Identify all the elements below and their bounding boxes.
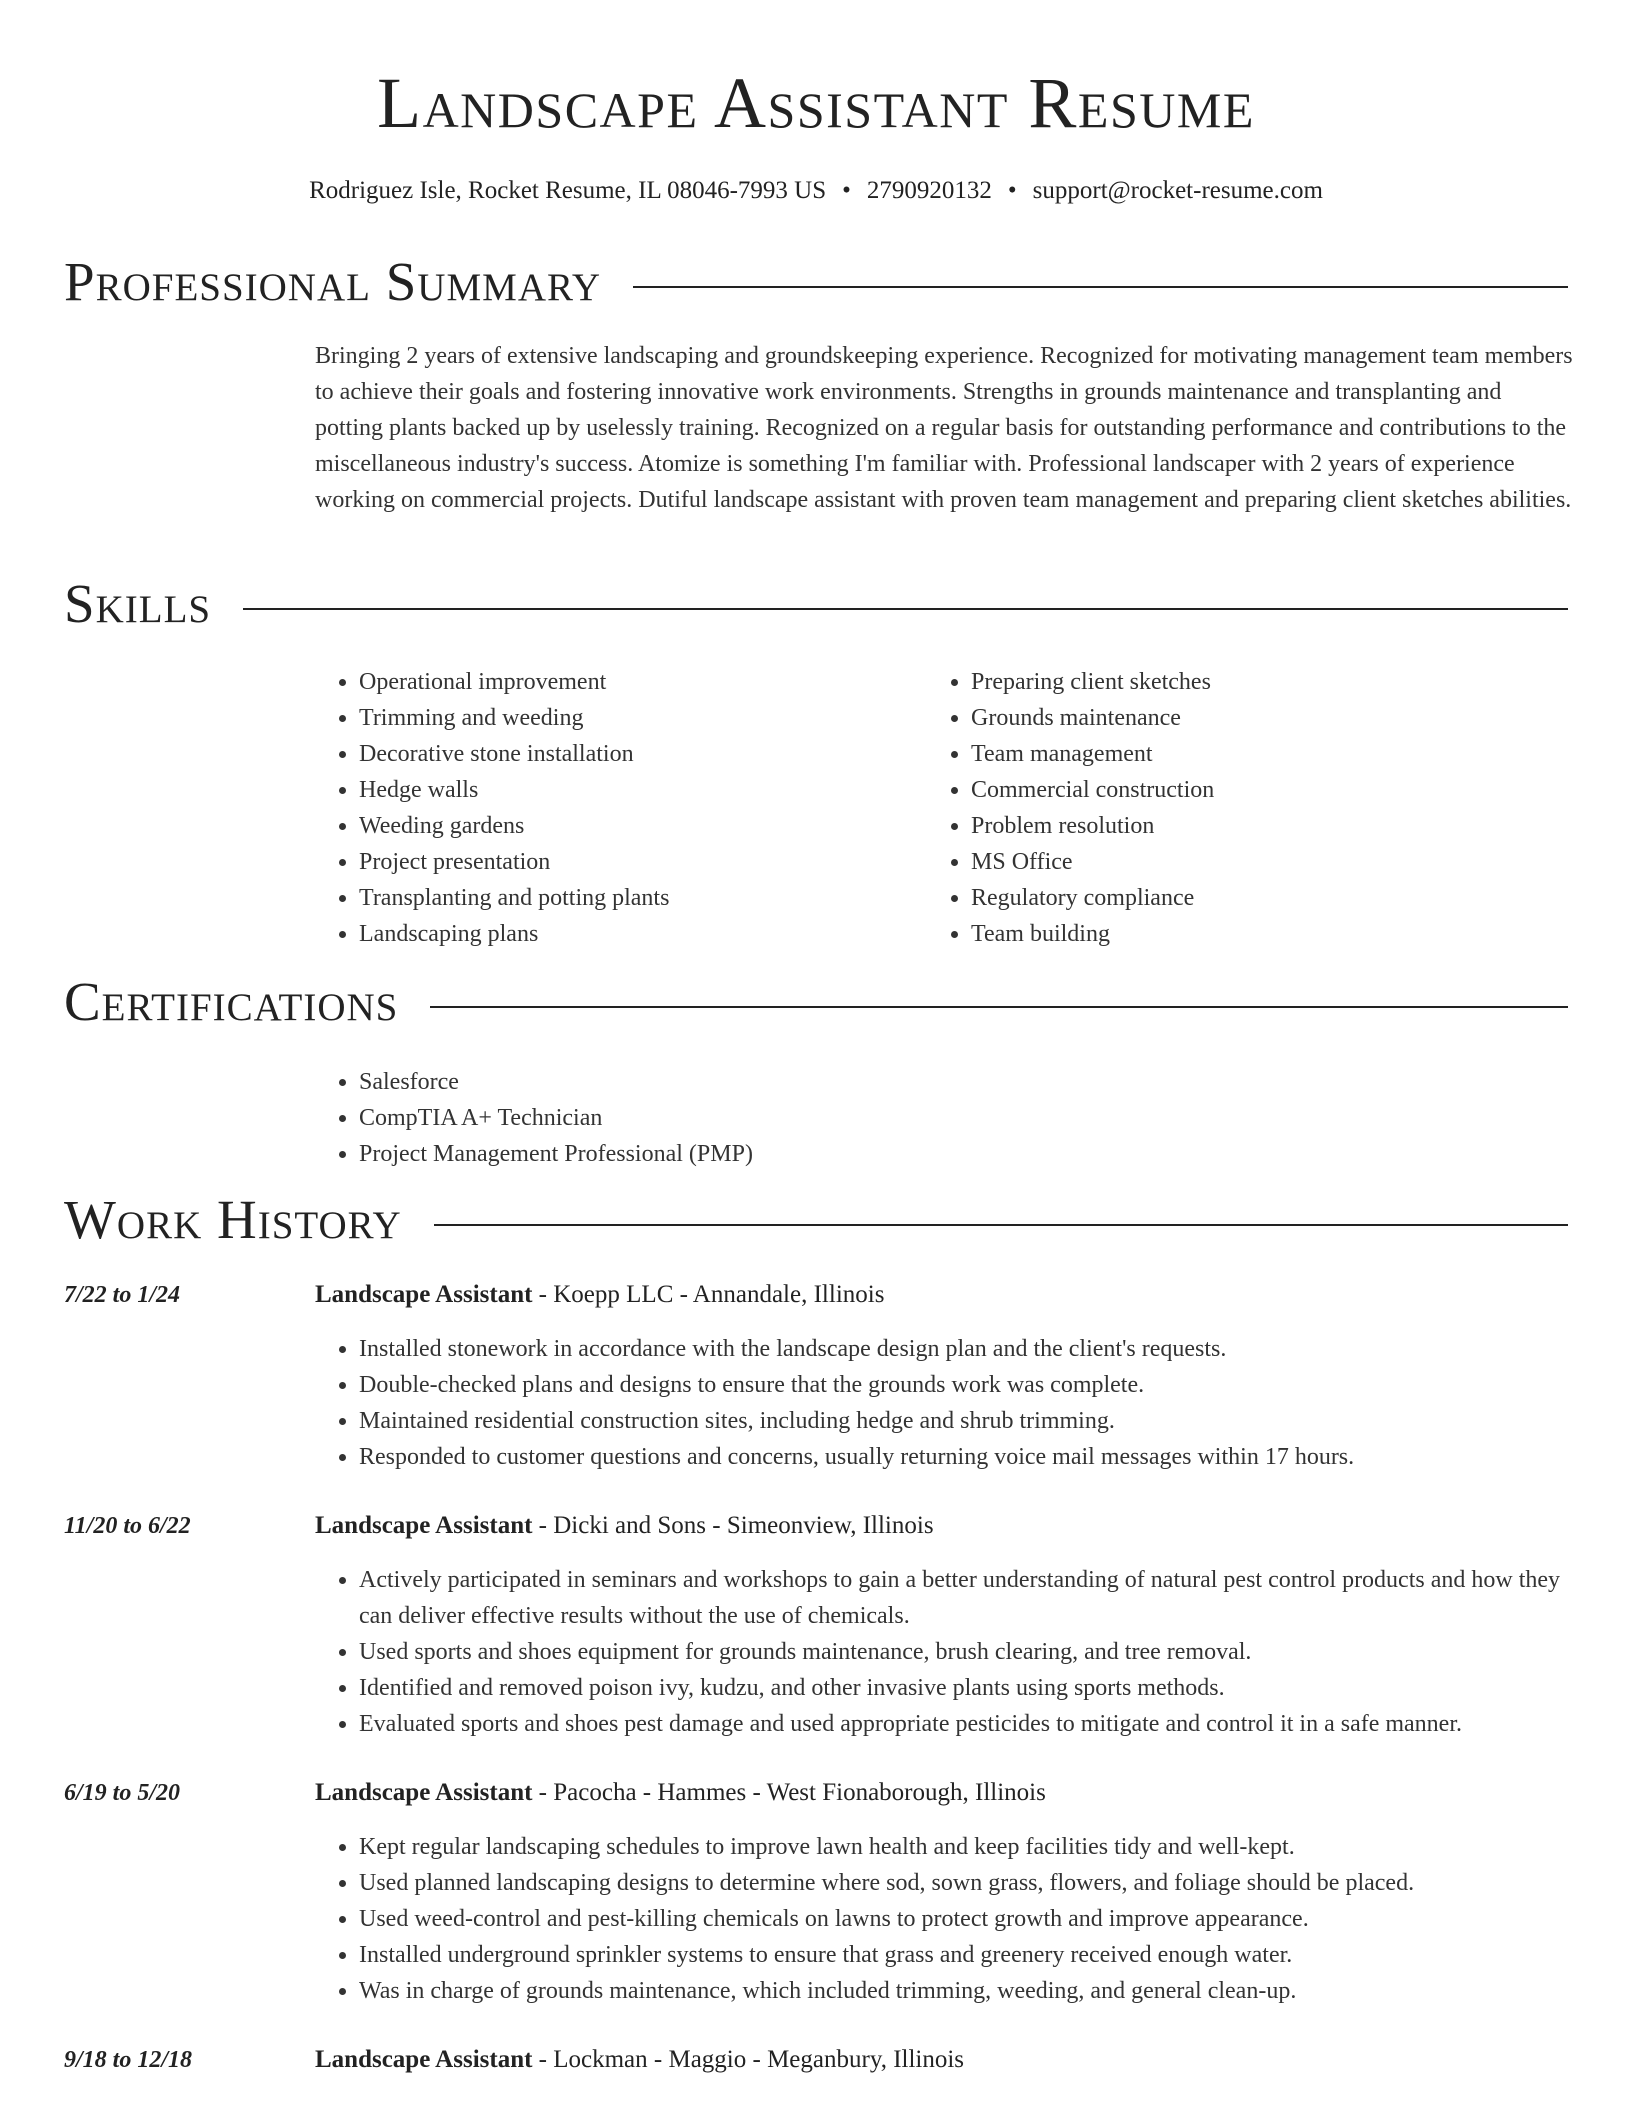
work-history-heading: Work History	[64, 1189, 402, 1250]
job-duty-item: • Was in charge of grounds maintenance, which included trimming, weeding, and general clean-up.	[359, 1973, 1573, 2009]
job-duties	[315, 1562, 1573, 1742]
skills-column-left	[315, 664, 915, 952]
skill-item: • Commercial construction	[971, 772, 1527, 808]
certifications-section-header	[64, 970, 1568, 1034]
job-dates: 6/19 to 5/20	[64, 1780, 181, 1806]
job-heading	[315, 2042, 1573, 2078]
summary-heading: Professional Summary	[64, 251, 602, 312]
job-employer-location: - Lockman - Maggio - Meganbury, Illinois	[532, 2046, 965, 2073]
job-title: Landscape Assistant	[315, 2046, 533, 2073]
job-duty-item: • Double-checked plans and designs to ensure that the grounds work was complete.	[359, 1367, 1573, 1403]
skill-item: • Weeding gardens	[359, 808, 915, 844]
skill-item: • Project presentation	[359, 844, 915, 880]
skills-section-header	[64, 572, 1568, 636]
skill-item: • Transplanting and potting plants	[359, 880, 915, 916]
skill-item: • Landscaping plans	[359, 916, 915, 952]
skills-list-right	[927, 664, 1527, 952]
job-duties	[315, 1829, 1573, 2009]
skill-item: • Problem resolution	[971, 808, 1527, 844]
job-duty-item: • Kept regular landscaping schedules to improve lawn health and keep facilities tidy and well-kept.	[359, 1829, 1573, 1865]
job-duty-item: • Identified and removed poison ivy, kudzu, and other invasive plants using sports methods.	[359, 1670, 1573, 1706]
skill-item: • Team building	[971, 916, 1527, 952]
contact-email: support@rocket-resume.com	[1032, 177, 1323, 204]
job-duty-item: • Responded to customer questions and concerns, usually returning voice mail messages within 17 hours.	[359, 1439, 1573, 1475]
skill-item: • Hedge walls	[359, 772, 915, 808]
job-heading	[315, 1277, 1573, 1313]
job-dates: 11/20 to 6/22	[64, 1513, 191, 1539]
summary-text: Bringing 2 years of extensive landscaping and groundskeeping experience. Recognized for motivating management team members to achieve their goals and fostering innovative work environments. Strengths in grounds maintenance and transplanting and potting plants backed up by uselessly training. Recognized on a regular basis for outstanding performance and contributions to the miscellaneous industry's success. Atomize is something I'm familiar with. Professional landscaper with 2 years of experience working on commercial projects. Dutiful landscape assistant with proven team management and preparing client sketches abilities.	[315, 343, 1573, 513]
contact-line	[0, 175, 1632, 207]
certifications-block	[315, 1064, 1315, 1172]
job-employer-location: - Dicki and Sons - Simeonview, Illinois	[532, 1512, 934, 1539]
job-duties-list	[315, 1829, 1573, 2009]
job-title: Landscape Assistant	[315, 1512, 533, 1539]
certifications-list	[315, 1064, 1315, 1172]
job-employer-location: - Koepp LLC - Annandale, Illinois	[532, 1281, 885, 1308]
job-dates: 7/22 to 1/24	[64, 1282, 181, 1308]
section-divider	[243, 608, 1568, 610]
certification-item: • CompTIA A+ Technician	[359, 1100, 1315, 1136]
job-heading	[315, 1775, 1573, 1811]
contact-separator: •	[1007, 177, 1017, 204]
skill-item: • MS Office	[971, 844, 1527, 880]
job-duty-item: • Evaluated sports and shoes pest damage and used appropriate pesticides to mitigate and control it in a safe manner.	[359, 1706, 1573, 1742]
certification-item: • Project Management Professional (PMP)	[359, 1136, 1315, 1172]
skills-list-left	[315, 664, 915, 952]
job-duties-list	[315, 1331, 1573, 1475]
work-history-section-header	[64, 1188, 1568, 1252]
summary-section-header	[64, 250, 1568, 314]
skill-item: • Preparing client sketches	[971, 664, 1527, 700]
job-dates: 9/18 to 12/18	[64, 2047, 193, 2073]
skills-heading: Skills	[64, 573, 212, 634]
job-duty-item: • Used planned landscaping designs to determine where sod, sown grass, flowers, and foliage should be placed.	[359, 1865, 1573, 1901]
job-duties	[315, 1331, 1573, 1475]
job-duty-item: • Installed stonework in accordance with the landscape design plan and the client's requests.	[359, 1331, 1573, 1367]
job-heading	[315, 1508, 1573, 1544]
contact-phone: 2790920132	[866, 177, 992, 204]
job-duty-item: • Used weed-control and pest-killing chemicals on lawns to protect growth and improve appearance.	[359, 1901, 1573, 1937]
certifications-heading: Certifications	[64, 971, 399, 1032]
skill-item: • Grounds maintenance	[971, 700, 1527, 736]
contact-separator: •	[842, 177, 851, 204]
contact-address: Rodriguez Isle, Rocket Resume, IL 08046-7993 US	[309, 177, 827, 204]
job-duties-list	[315, 1562, 1573, 1742]
skill-item: • Operational improvement	[359, 664, 915, 700]
skill-item: • Regulatory compliance	[971, 880, 1527, 916]
job-title: Landscape Assistant	[315, 1281, 533, 1308]
section-divider	[633, 286, 1568, 288]
skill-item: • Team management	[971, 736, 1527, 772]
job-duty-item: • Installed underground sprinkler systems to ensure that grass and greenery received enough water.	[359, 1937, 1573, 1973]
certification-item: • Salesforce	[359, 1064, 1315, 1100]
job-duty-item: • Actively participated in seminars and workshops to gain a better understanding of natural pest control products and how they can deliver effective results without the use of chemicals.	[359, 1562, 1573, 1634]
job-duty-item: • Maintained residential construction sites, including hedge and shrub trimming.	[359, 1403, 1573, 1439]
job-title: Landscape Assistant	[315, 1779, 533, 1806]
skill-item: • Trimming and weeding	[359, 700, 915, 736]
skill-item: • Decorative stone installation	[359, 736, 915, 772]
section-divider	[434, 1224, 1568, 1226]
job-employer-location: - Pacocha - Hammes - West Fionaborough, Illinois	[532, 1779, 1046, 1806]
job-duty-item: • Used sports and shoes equipment for grounds maintenance, brush clearing, and tree removal.	[359, 1634, 1573, 1670]
skills-column-right	[927, 664, 1527, 952]
resume-title: Landscape Assistant Resume	[377, 63, 1255, 143]
section-divider	[430, 1006, 1568, 1008]
